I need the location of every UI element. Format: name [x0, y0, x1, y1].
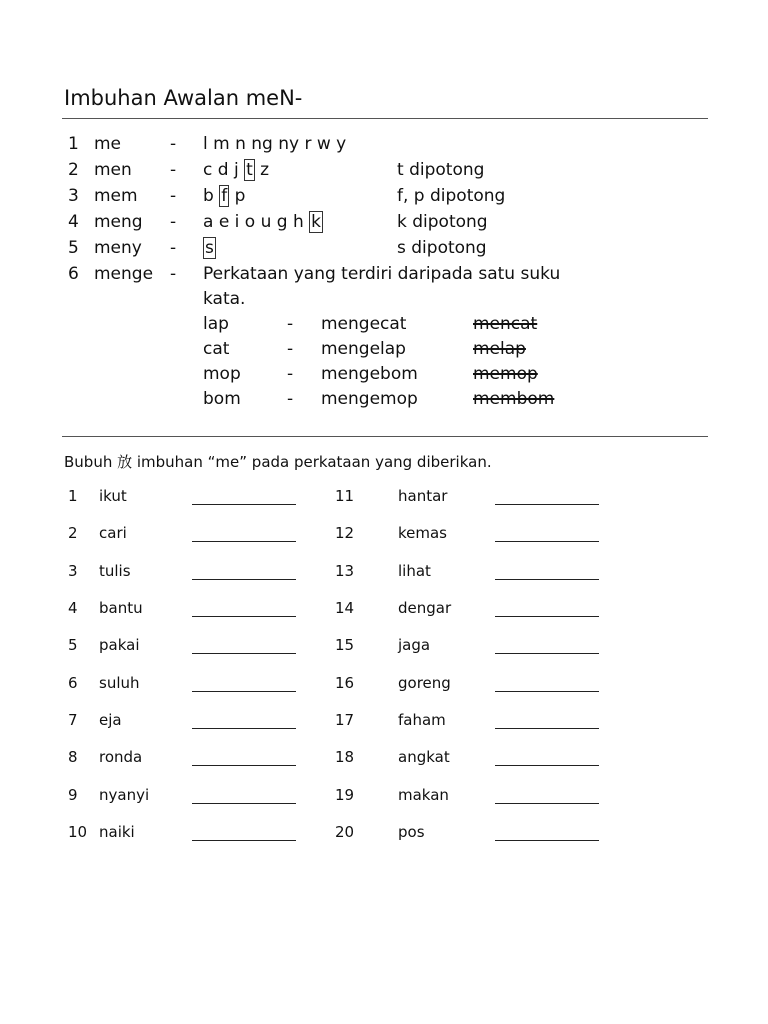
exercise-number: 3 — [68, 562, 78, 580]
rule-number: 5 — [68, 238, 79, 258]
exercise-word: ronda — [99, 748, 143, 766]
exercise-number: 12 — [335, 524, 355, 542]
exercise-number: 19 — [335, 786, 355, 804]
rule-prefix: meny — [94, 238, 142, 258]
rule-note: f, p dipotong — [397, 186, 506, 206]
rule-number: 6 — [68, 264, 79, 284]
rule-letters — [203, 160, 269, 180]
exercise-word: dengar — [398, 599, 452, 617]
example-word: mop — [203, 364, 241, 384]
boxed-letter: t — [246, 160, 253, 180]
letters-post: p — [234, 186, 246, 206]
rule-description: Perkataan yang terdiri daripada satu suku — [203, 264, 561, 284]
answer-blank[interactable] — [192, 653, 296, 654]
boxed-letter: f — [221, 186, 228, 206]
rule-letters: l m n ng ny r w y — [203, 134, 347, 154]
example-correct: mengebom — [321, 364, 418, 384]
rule-prefix: menge — [94, 264, 154, 284]
answer-blank[interactable] — [495, 541, 599, 542]
answer-blank[interactable] — [192, 691, 296, 692]
answer-blank[interactable] — [495, 653, 599, 654]
letters-pre: c d j — [203, 160, 239, 180]
answer-blank[interactable] — [495, 579, 599, 580]
exercise-word: eja — [99, 711, 122, 729]
answer-blank[interactable] — [495, 691, 599, 692]
exercise-word: makan — [398, 786, 449, 804]
rule-number: 1 — [68, 134, 79, 154]
example-word: cat — [203, 339, 230, 359]
exercise-word: tulis — [99, 562, 131, 580]
rule-number: 3 — [68, 186, 79, 206]
exercise-word: angkat — [398, 748, 450, 766]
exercise-number: 18 — [335, 748, 355, 766]
page-title: Imbuhan Awalan meN- — [64, 86, 303, 110]
rule-dash: - — [170, 238, 177, 258]
exercise-word: naiki — [99, 823, 135, 841]
divider-bottom — [62, 436, 708, 437]
exercise-number: 14 — [335, 599, 355, 617]
answer-blank[interactable] — [192, 616, 296, 617]
exercise-number: 16 — [335, 674, 355, 692]
exercise-number: 11 — [335, 487, 355, 505]
exercise-number: 8 — [68, 748, 78, 766]
exercise-number: 2 — [68, 524, 78, 542]
answer-blank[interactable] — [192, 728, 296, 729]
rule-letters — [203, 186, 245, 206]
example-dash: - — [287, 389, 294, 409]
boxed-letter: k — [311, 212, 322, 232]
exercise-number: 13 — [335, 562, 355, 580]
exercise-word: goreng — [398, 674, 451, 692]
answer-blank[interactable] — [495, 728, 599, 729]
letters-post: z — [260, 160, 270, 180]
answer-blank[interactable] — [495, 840, 599, 841]
example-dash: - — [287, 364, 294, 384]
rule-description-cont: kata. — [203, 289, 246, 309]
exercise-word: hantar — [398, 487, 448, 505]
answer-blank[interactable] — [495, 616, 599, 617]
exercise-word: nyanyi — [99, 786, 150, 804]
rule-dash: - — [170, 264, 177, 284]
example-word: lap — [203, 314, 229, 334]
rule-prefix: me — [94, 134, 122, 154]
rule-note: s dipotong — [397, 238, 487, 258]
exercise-number: 4 — [68, 599, 78, 617]
answer-blank[interactable] — [192, 840, 296, 841]
exercise-word: suluh — [99, 674, 140, 692]
exercise-word: faham — [398, 711, 446, 729]
exercise-word: cari — [99, 524, 127, 542]
rule-note: k dipotong — [397, 212, 488, 232]
exercise-instruction: Bubuh 放 imbuhan “me” pada perkataan yang diberikan. — [64, 453, 492, 471]
example-dash: - — [287, 339, 294, 359]
letters-pre: b — [203, 186, 214, 206]
example-dash: - — [287, 314, 294, 334]
rule-prefix: mem — [94, 186, 138, 206]
exercise-word: pakai — [99, 636, 140, 654]
exercise-word: bantu — [99, 599, 143, 617]
answer-blank[interactable] — [192, 803, 296, 804]
example-correct: mengemop — [321, 389, 418, 409]
exercise-number: 20 — [335, 823, 355, 841]
exercise-word: kemas — [398, 524, 447, 542]
divider-top — [62, 118, 708, 119]
exercise-number: 9 — [68, 786, 78, 804]
exercise-number: 10 — [68, 823, 88, 841]
rule-dash: - — [170, 212, 177, 232]
answer-blank[interactable] — [192, 541, 296, 542]
exercise-word: jaga — [398, 636, 431, 654]
exercise-number: 17 — [335, 711, 355, 729]
exercise-word: pos — [398, 823, 425, 841]
rule-dash: - — [170, 186, 177, 206]
answer-blank[interactable] — [192, 579, 296, 580]
rule-prefix: meng — [94, 212, 143, 232]
rule-letters — [203, 212, 323, 232]
rule-dash: - — [170, 134, 177, 154]
example-correct: mengecat — [321, 314, 407, 334]
letters-pre: a e i o u g h — [203, 212, 304, 232]
exercise-word: lihat — [398, 562, 431, 580]
rule-number: 4 — [68, 212, 79, 232]
exercise-number: 1 — [68, 487, 78, 505]
example-wrong: melap — [473, 339, 526, 359]
rule-letters — [203, 238, 216, 258]
answer-blank[interactable] — [192, 504, 296, 505]
exercise-number: 7 — [68, 711, 78, 729]
rule-note: t dipotong — [397, 160, 485, 180]
answer-blank[interactable] — [495, 765, 599, 766]
boxed-letter: s — [205, 238, 214, 258]
exercise-number: 15 — [335, 636, 355, 654]
answer-blank[interactable] — [192, 765, 296, 766]
answer-blank[interactable] — [495, 803, 599, 804]
example-word: bom — [203, 389, 241, 409]
rule-dash: - — [170, 160, 177, 180]
exercise-word: ikut — [99, 487, 127, 505]
rule-number: 2 — [68, 160, 79, 180]
example-wrong: mencat — [473, 314, 538, 334]
exercise-number: 6 — [68, 674, 78, 692]
exercise-number: 5 — [68, 636, 78, 654]
example-wrong: membom — [473, 389, 555, 409]
example-correct: mengelap — [321, 339, 406, 359]
rule-prefix: men — [94, 160, 132, 180]
answer-blank[interactable] — [495, 504, 599, 505]
example-wrong: memop — [473, 364, 538, 384]
